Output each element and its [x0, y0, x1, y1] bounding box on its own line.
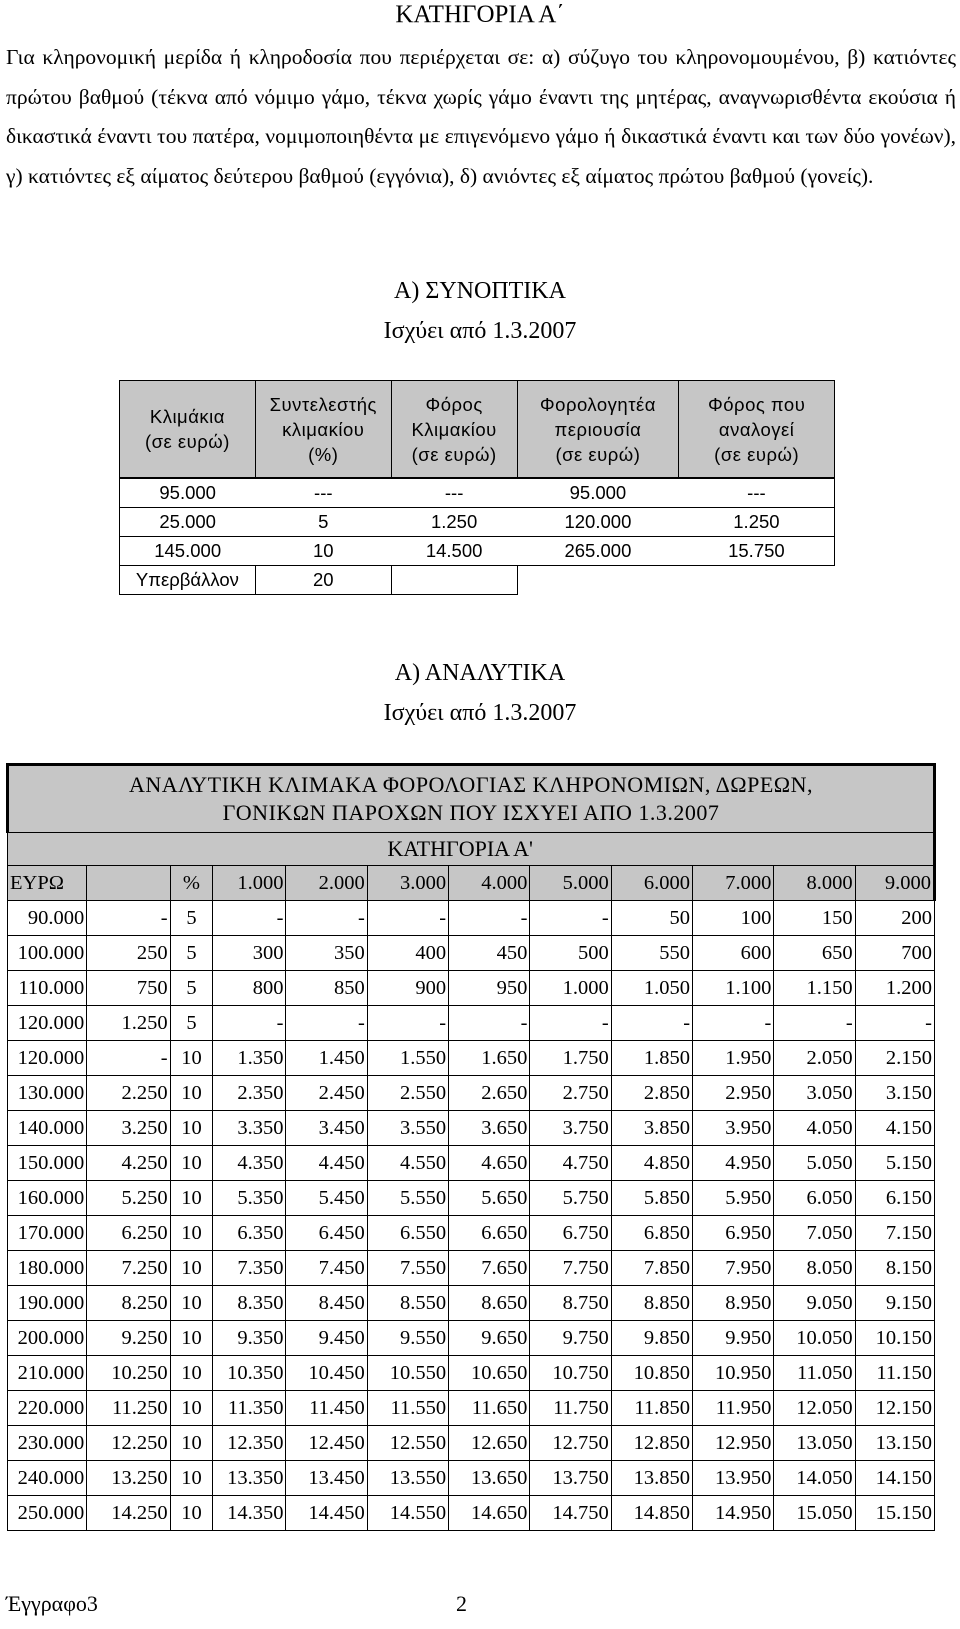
table-cell: 3.050: [774, 1076, 855, 1111]
table-cell: 10.050: [774, 1321, 855, 1356]
table-cell: -: [286, 1006, 367, 1041]
summary-table: [119, 380, 835, 595]
table-header-cell: ΕΥΡΩ: [8, 866, 87, 901]
table-cell: 11.150: [855, 1356, 934, 1391]
table-cell: 2.750: [530, 1076, 611, 1111]
table-cell: 4.750: [530, 1146, 611, 1181]
table-cell: 10: [170, 1426, 213, 1461]
table-row: [8, 936, 935, 971]
summary-cell: 10: [255, 537, 391, 566]
table-cell: 10: [170, 1461, 213, 1496]
table-cell: 100: [693, 901, 774, 936]
summary-cell: 20: [255, 566, 391, 595]
table-cell: 190.000: [8, 1286, 87, 1321]
table-cell: 5.450: [286, 1181, 367, 1216]
table-cell: 100.000: [8, 936, 87, 971]
table-cell: 10.950: [693, 1356, 774, 1391]
summary-cell: [517, 566, 679, 595]
table-cell: 4.050: [774, 1111, 855, 1146]
table-cell: 6.750: [530, 1216, 611, 1251]
table-cell: 5.150: [855, 1146, 934, 1181]
table-header-cell: 5.000: [530, 866, 611, 901]
table-cell: 6.850: [611, 1216, 692, 1251]
summary-col-header: Συντελεστής κλιμακίου (%): [255, 381, 391, 479]
summary-row: [120, 566, 835, 595]
table-cell: 120.000: [8, 1041, 87, 1076]
table-cell: 7.650: [449, 1251, 530, 1286]
summary-valid-from: Ισχύει από 1.3.2007: [383, 318, 577, 344]
table-cell: 2.650: [449, 1076, 530, 1111]
table-cell: 15.050: [774, 1496, 855, 1531]
table-cell: 3.950: [693, 1111, 774, 1146]
table-cell: 5.250: [87, 1181, 170, 1216]
summary-row: [120, 508, 835, 537]
table-cell: 160.000: [8, 1181, 87, 1216]
table-cell: 14.550: [367, 1496, 448, 1531]
footer-doc-name: Έγγραφο3: [6, 1591, 98, 1616]
summary-col-header: Κλιμάκια (σε ευρώ): [120, 381, 256, 479]
table-cell: 10: [170, 1496, 213, 1531]
table-row: [8, 1321, 935, 1356]
table-cell: 6.250: [87, 1216, 170, 1251]
table-cell: 250.000: [8, 1496, 87, 1531]
table-header-cell: 4.000: [449, 866, 530, 901]
summary-col-header: Φόρος που αναλογεί (σε ευρώ): [679, 381, 835, 479]
table-cell: 10.850: [611, 1356, 692, 1391]
table-cell: 8.650: [449, 1286, 530, 1321]
table-cell: 13.950: [693, 1461, 774, 1496]
table-cell: 6.550: [367, 1216, 448, 1251]
summary-heading: Α) ΣΥΝΟΠΤΙΚΑ: [394, 278, 566, 304]
table-cell: 1.350: [213, 1041, 286, 1076]
table-cell: 3.150: [855, 1076, 934, 1111]
table-cell: 14.250: [87, 1496, 170, 1531]
table-cell: 3.550: [367, 1111, 448, 1146]
summary-cell: ---: [255, 478, 391, 508]
table-cell: 2.250: [87, 1076, 170, 1111]
table-header-cell: %: [170, 866, 213, 901]
table-cell: 450: [449, 936, 530, 971]
table-cell: 7.150: [855, 1216, 934, 1251]
table-cell: 210.000: [8, 1356, 87, 1391]
table-cell: 1.100: [693, 971, 774, 1006]
table-cell: 2.550: [367, 1076, 448, 1111]
table-row: [8, 1426, 935, 1461]
table-cell: 1.650: [449, 1041, 530, 1076]
table-cell: 150.000: [8, 1146, 87, 1181]
table-row: [8, 1496, 935, 1531]
intro-paragraph: Για κληρονομική μερίδα ή κληροδοσία που περιέρχεται σε: α) σύζυγο του κληρονομουμένου, β) κατιόντες πρώτου βαθμού (τέκνα από νόμιμο γάμο, τέκνα χωρίς γάμο έναντι της μητέρας, αναγνωρισθέντα εκούσια ή δικαστικά έναντι του πατέρα, νομιμοποιηθέντα με επιγενόμενο γάμο ή δικαστικά έναντι και των δύο γονέων), γ) κατιόντες εξ αίματος δεύτερου βαθμού (εγγόνια), δ) ανιόντες εξ αίματος πρώτου βαθμού (γονείς).: [6, 45, 956, 188]
table-cell: 1.250: [87, 1006, 170, 1041]
summary-cell: 120.000: [517, 508, 679, 537]
table-cell: 850: [286, 971, 367, 1006]
table-cell: 9.150: [855, 1286, 934, 1321]
table-header-cell: 7.000: [693, 866, 774, 901]
table-cell: 1.850: [611, 1041, 692, 1076]
table-cell: 13.850: [611, 1461, 692, 1496]
table-cell: 12.150: [855, 1391, 934, 1426]
table-cell: 14.850: [611, 1496, 692, 1531]
table-cell: 10: [170, 1076, 213, 1111]
table-cell: 14.050: [774, 1461, 855, 1496]
table-cell: 110.000: [8, 971, 87, 1006]
table-cell: 150: [774, 901, 855, 936]
table-cell: 2.850: [611, 1076, 692, 1111]
table-cell: 2.350: [213, 1076, 286, 1111]
table-cell: 8.250: [87, 1286, 170, 1321]
table-cell: 13.750: [530, 1461, 611, 1496]
summary-cell: 1.250: [679, 508, 835, 537]
table-cell: 6.450: [286, 1216, 367, 1251]
table-cell: 220.000: [8, 1391, 87, 1426]
table-cell: 11.550: [367, 1391, 448, 1426]
table-cell: 550: [611, 936, 692, 971]
table-cell: 140.000: [8, 1111, 87, 1146]
table-cell: 7.050: [774, 1216, 855, 1251]
table-cell: 10: [170, 1146, 213, 1181]
summary-cell: 15.750: [679, 537, 835, 566]
table-cell: 1.050: [611, 971, 692, 1006]
table-cell: 4.450: [286, 1146, 367, 1181]
table-cell: -: [530, 1006, 611, 1041]
table-cell: 10.750: [530, 1356, 611, 1391]
table-cell: -: [213, 901, 286, 936]
table-body: [8, 901, 935, 1531]
summary-row: [120, 537, 835, 566]
table-cell: 350: [286, 936, 367, 971]
summary-cell: 95.000: [120, 478, 256, 508]
category-title: ΚΑΤΗΓΟΡΙΑ Α΄: [395, 1, 565, 28]
table-cell: 4.350: [213, 1146, 286, 1181]
table-cell: 10.150: [855, 1321, 934, 1356]
table-cell: -: [611, 1006, 692, 1041]
table-category-row: [8, 833, 935, 866]
table-cell: 11.050: [774, 1356, 855, 1391]
table-row: [8, 1216, 935, 1251]
table-cell: 10.450: [286, 1356, 367, 1391]
table-cell: 180.000: [8, 1251, 87, 1286]
table-cell: -: [693, 1006, 774, 1041]
table-cell: 3.350: [213, 1111, 286, 1146]
table-cell: 8.550: [367, 1286, 448, 1321]
table-cell: -: [530, 901, 611, 936]
table-cell: 10.550: [367, 1356, 448, 1391]
summary-cell: [679, 566, 835, 595]
table-cell: 10: [170, 1356, 213, 1391]
table-row: [8, 1286, 935, 1321]
table-cell: 9.350: [213, 1321, 286, 1356]
table-cell: 12.050: [774, 1391, 855, 1426]
table-cell: 6.650: [449, 1216, 530, 1251]
summary-cell: 265.000: [517, 537, 679, 566]
detailed-heading: Α) ΑΝΑΛΥΤΙΚΑ: [394, 660, 566, 686]
table-cell: 9.750: [530, 1321, 611, 1356]
table-cell: -: [367, 901, 448, 936]
table-header-cell: 2.000: [286, 866, 367, 901]
table-cell: 3.750: [530, 1111, 611, 1146]
summary-cell: 25.000: [120, 508, 256, 537]
table-cell: 50: [611, 901, 692, 936]
summary-cell: ---: [391, 478, 517, 508]
table-cell: 1.200: [855, 971, 934, 1006]
table-cell: 2.050: [774, 1041, 855, 1076]
table-cell: -: [449, 901, 530, 936]
table-cell: 9.850: [611, 1321, 692, 1356]
table-cell: 11.850: [611, 1391, 692, 1426]
table-cell: 5: [170, 901, 213, 936]
table-cell: 750: [87, 971, 170, 1006]
table-cell: 2.150: [855, 1041, 934, 1076]
table-cell: 13.350: [213, 1461, 286, 1496]
table-cell: 11.350: [213, 1391, 286, 1426]
detailed-tax-table: [6, 763, 936, 1531]
table-cell: 5: [170, 936, 213, 971]
table-cell: 7.250: [87, 1251, 170, 1286]
table-cell: 130.000: [8, 1076, 87, 1111]
table-cell: 1.550: [367, 1041, 448, 1076]
table-cell: 3.450: [286, 1111, 367, 1146]
table-row: [8, 1356, 935, 1391]
table-cell: -: [774, 1006, 855, 1041]
table-cell: 10.650: [449, 1356, 530, 1391]
summary-cell: 5: [255, 508, 391, 537]
table-cell: 12.550: [367, 1426, 448, 1461]
table-cell: 700: [855, 936, 934, 971]
summary-cell: ---: [679, 478, 835, 508]
summary-cell: [391, 566, 517, 595]
summary-col-header: Φορολογητέα περιουσία (σε ευρώ): [517, 381, 679, 479]
table-cell: 13.550: [367, 1461, 448, 1496]
table-cell: 8.750: [530, 1286, 611, 1321]
table-cell: 7.450: [286, 1251, 367, 1286]
table-cell: -: [449, 1006, 530, 1041]
table-cell: 10: [170, 1181, 213, 1216]
table-row: [8, 1251, 935, 1286]
table-cell: 5.750: [530, 1181, 611, 1216]
summary-row: [120, 478, 835, 508]
table-cell: 650: [774, 936, 855, 971]
table-cell: 950: [449, 971, 530, 1006]
table-cell: 200.000: [8, 1321, 87, 1356]
table-cell: 13.150: [855, 1426, 934, 1461]
table-cell: -: [367, 1006, 448, 1041]
table-cell: 14.950: [693, 1496, 774, 1531]
table-cell: 11.450: [286, 1391, 367, 1426]
table-cell: 10: [170, 1216, 213, 1251]
table-cell: 170.000: [8, 1216, 87, 1251]
detailed-valid-from: Ισχύει από 1.3.2007: [383, 700, 577, 726]
table-cell: 14.350: [213, 1496, 286, 1531]
table-cell: 300: [213, 936, 286, 971]
table-cell: 12.350: [213, 1426, 286, 1461]
table-row: [8, 971, 935, 1006]
summary-cell: 14.500: [391, 537, 517, 566]
table-cell: 11.250: [87, 1391, 170, 1426]
table-cell: 230.000: [8, 1426, 87, 1461]
table-cell: 200: [855, 901, 934, 936]
table-cell: 1.750: [530, 1041, 611, 1076]
table-cell: 3.250: [87, 1111, 170, 1146]
table-header-cell: 1.000: [213, 866, 286, 901]
table-cell: 500: [530, 936, 611, 971]
table-header-cell: 3.000: [367, 866, 448, 901]
table-cell: 14.450: [286, 1496, 367, 1531]
table-cell: 240.000: [8, 1461, 87, 1496]
table-cell: 8.350: [213, 1286, 286, 1321]
table-cell: 9.250: [87, 1321, 170, 1356]
table-row: [8, 901, 935, 936]
table-cell: 5.550: [367, 1181, 448, 1216]
table-cell: 2.450: [286, 1076, 367, 1111]
table-cell: 9.550: [367, 1321, 448, 1356]
table-cell: 10: [170, 1111, 213, 1146]
table-cell: 12.750: [530, 1426, 611, 1461]
table-cell: 5.950: [693, 1181, 774, 1216]
banner-line-1: ΑΝΑΛΥΤΙΚΗ ΚΛΙΜΑΚΑ ΦΟΡΟΛΟΓΙΑΣ ΚΛΗΡΟΝΟΜΙΩΝ, ΔΩΡΕΩΝ,: [128, 772, 814, 797]
table-cell: 7.750: [530, 1251, 611, 1286]
table-category: ΚΑΤΗΓΟΡΙΑ Α': [8, 833, 935, 866]
table-cell: 8.950: [693, 1286, 774, 1321]
table-cell: 8.450: [286, 1286, 367, 1321]
table-banner-row: [8, 765, 935, 833]
table-cell: 10: [170, 1286, 213, 1321]
footer-page-number: 2: [456, 1591, 467, 1616]
table-cell: -: [286, 901, 367, 936]
summary-cell: 95.000: [517, 478, 679, 508]
table-cell: 5.850: [611, 1181, 692, 1216]
table-cell: 8.150: [855, 1251, 934, 1286]
table-cell: 250: [87, 936, 170, 971]
table-cell: 13.050: [774, 1426, 855, 1461]
table-cell: 5.350: [213, 1181, 286, 1216]
table-cell: 15.150: [855, 1496, 934, 1531]
table-cell: 11.650: [449, 1391, 530, 1426]
summary-col-header: Φόρος Κλιμακίου (σε ευρώ): [391, 381, 517, 479]
table-cell: 12.850: [611, 1426, 692, 1461]
table-cell: 9.950: [693, 1321, 774, 1356]
table-cell: 4.650: [449, 1146, 530, 1181]
table-row: [8, 1076, 935, 1111]
table-row: [8, 1006, 935, 1041]
table-row: [8, 1041, 935, 1076]
table-banner: [8, 765, 935, 833]
table-cell: 5: [170, 971, 213, 1006]
table-cell: 1.450: [286, 1041, 367, 1076]
table-cell: 10: [170, 1391, 213, 1426]
table-cell: 7.850: [611, 1251, 692, 1286]
table-cell: 6.350: [213, 1216, 286, 1251]
summary-cell: 145.000: [120, 537, 256, 566]
table-header-cell: [87, 866, 170, 901]
table-row: [8, 1146, 935, 1181]
table-header-cell: 9.000: [855, 866, 934, 901]
table-cell: 5.050: [774, 1146, 855, 1181]
table-header-cell: 6.000: [611, 866, 692, 901]
table-row: [8, 1181, 935, 1216]
table-cell: 4.150: [855, 1111, 934, 1146]
table-cell: 6.050: [774, 1181, 855, 1216]
table-cell: 10: [170, 1321, 213, 1356]
table-cell: 2.950: [693, 1076, 774, 1111]
table-cell: 7.550: [367, 1251, 448, 1286]
table-cell: 12.950: [693, 1426, 774, 1461]
table-cell: 11.750: [530, 1391, 611, 1426]
table-cell: 800: [213, 971, 286, 1006]
table-cell: 8.850: [611, 1286, 692, 1321]
table-cell: 14.750: [530, 1496, 611, 1531]
table-cell: 10: [170, 1251, 213, 1286]
table-cell: 13.650: [449, 1461, 530, 1496]
table-cell: 12.450: [286, 1426, 367, 1461]
table-cell: 90.000: [8, 901, 87, 936]
table-cell: 13.250: [87, 1461, 170, 1496]
table-cell: 1.000: [530, 971, 611, 1006]
table-row: [8, 1111, 935, 1146]
table-cell: 8.050: [774, 1251, 855, 1286]
summary-cell: 1.250: [391, 508, 517, 537]
table-cell: 7.350: [213, 1251, 286, 1286]
table-cell: 120.000: [8, 1006, 87, 1041]
table-cell: 12.650: [449, 1426, 530, 1461]
table-cell: 3.650: [449, 1111, 530, 1146]
table-cell: 6.950: [693, 1216, 774, 1251]
table-cell: 600: [693, 936, 774, 971]
table-header-cell: 8.000: [774, 866, 855, 901]
table-cell: -: [213, 1006, 286, 1041]
summary-cell: Υπερβάλλον: [120, 566, 256, 595]
table-cell: 400: [367, 936, 448, 971]
table-cell: 9.450: [286, 1321, 367, 1356]
table-cell: 12.250: [87, 1426, 170, 1461]
table-cell: -: [87, 1041, 170, 1076]
table-cell: 14.650: [449, 1496, 530, 1531]
table-cell: 9.050: [774, 1286, 855, 1321]
table-row: [8, 1391, 935, 1426]
table-header-row: [8, 866, 935, 901]
table-cell: 4.850: [611, 1146, 692, 1181]
table-cell: 900: [367, 971, 448, 1006]
table-cell: 9.650: [449, 1321, 530, 1356]
table-cell: 10.250: [87, 1356, 170, 1391]
table-cell: 4.550: [367, 1146, 448, 1181]
table-cell: 10.350: [213, 1356, 286, 1391]
table-cell: 4.250: [87, 1146, 170, 1181]
table-cell: 3.850: [611, 1111, 692, 1146]
table-row: [8, 1461, 935, 1496]
table-cell: 5: [170, 1006, 213, 1041]
table-cell: 7.950: [693, 1251, 774, 1286]
table-cell: 13.450: [286, 1461, 367, 1496]
table-cell: 1.150: [774, 971, 855, 1006]
table-cell: 5.650: [449, 1181, 530, 1216]
table-cell: 6.150: [855, 1181, 934, 1216]
banner-line-2: ΓΟΝΙΚΩΝ ΠΑΡΟΧΩΝ ΠΟΥ ΙΣΧΥΕΙ ΑΠΟ 1.3.2007: [222, 800, 720, 825]
table-cell: 14.150: [855, 1461, 934, 1496]
table-cell: 1.950: [693, 1041, 774, 1076]
table-cell: -: [87, 901, 170, 936]
table-cell: 10: [170, 1041, 213, 1076]
summary-header-row: [120, 381, 835, 479]
table-cell: -: [855, 1006, 934, 1041]
table-cell: 4.950: [693, 1146, 774, 1181]
table-cell: 11.950: [693, 1391, 774, 1426]
